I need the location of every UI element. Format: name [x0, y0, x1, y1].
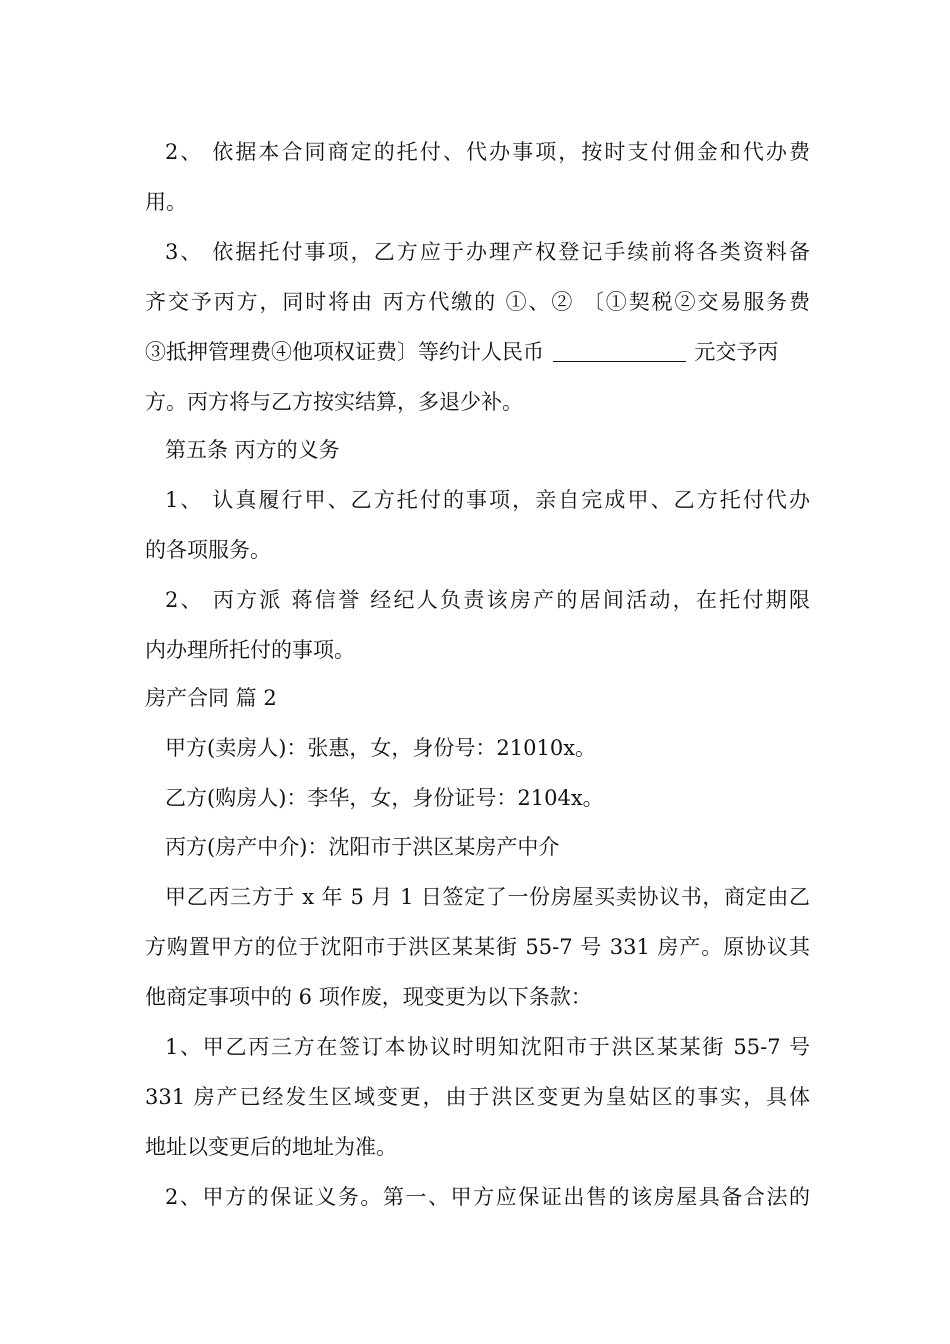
paragraph-line: 3、 依据托付事项，乙方应于办理产权登记手续前将各类资料备: [165, 240, 810, 264]
party-line: 乙方(购房人)：李华，女，身份证号：2104x。: [165, 786, 604, 810]
paragraph-line: 的各项服务。: [145, 538, 271, 562]
paragraph-line: 用。: [145, 190, 187, 214]
paragraph-line: 2、甲方的保证义务。第一、甲方应保证出售的该房屋具备合法的: [165, 1185, 810, 1209]
paragraph-line: 地址以变更后的地址为准。: [145, 1135, 397, 1159]
paragraph-line: 1、甲乙丙三方在签订本协议时明知沈阳市于洪区某某街 55-7 号: [165, 1035, 810, 1059]
line-text: 元交予丙: [694, 340, 779, 364]
paragraph-line: 他商定事项中的 6 项作废，现变更为以下条款：: [145, 985, 592, 1009]
amount-blank: [553, 341, 686, 362]
paragraph-line: 齐交予丙方，同时将由 丙方代缴的 ①、② 〔①契税②交易服务费: [145, 290, 810, 314]
paragraph-line: 331 房产已经发生区域变更，由于洪区变更为皇姑区的事实，具体: [145, 1085, 810, 1109]
section-heading: 第五条 丙方的义务: [165, 438, 340, 462]
paragraph-line: 1、 认真履行甲、乙方托付的事项，亲自完成甲、乙方托付代办: [165, 488, 810, 512]
paragraph-line: [145, 338, 810, 366]
party-line: 丙方(房产中介)：沈阳市于洪区某房产中介: [165, 835, 560, 859]
paragraph-line: 2、 丙方派 蒋信誉 经纪人负责该房产的居间活动，在托付期限: [165, 588, 810, 612]
paragraph-line: 方购置甲方的位于沈阳市于洪区某某街 55-7 号 331 房产。原协议其: [145, 935, 810, 959]
paragraph-line: 2、 依据本合同商定的托付、代办事项，按时支付佣金和代办费: [165, 140, 810, 164]
paragraph-line: 甲乙丙三方于 x 年 5 月 1 日签定了一份房屋买卖协议书，商定由乙: [165, 885, 810, 909]
paragraph-line: 内办理所托付的事项。: [145, 638, 355, 662]
contract-heading: 房产合同 篇 2: [145, 686, 277, 710]
line-text: ③抵押管理费④他项权证费〕等约计人民币: [145, 340, 544, 364]
party-line: 甲方(卖房人)：张惠，女，身份号：21010x。: [165, 736, 597, 760]
paragraph-line: 方。丙方将与乙方按实结算，多退少补。: [145, 390, 523, 414]
